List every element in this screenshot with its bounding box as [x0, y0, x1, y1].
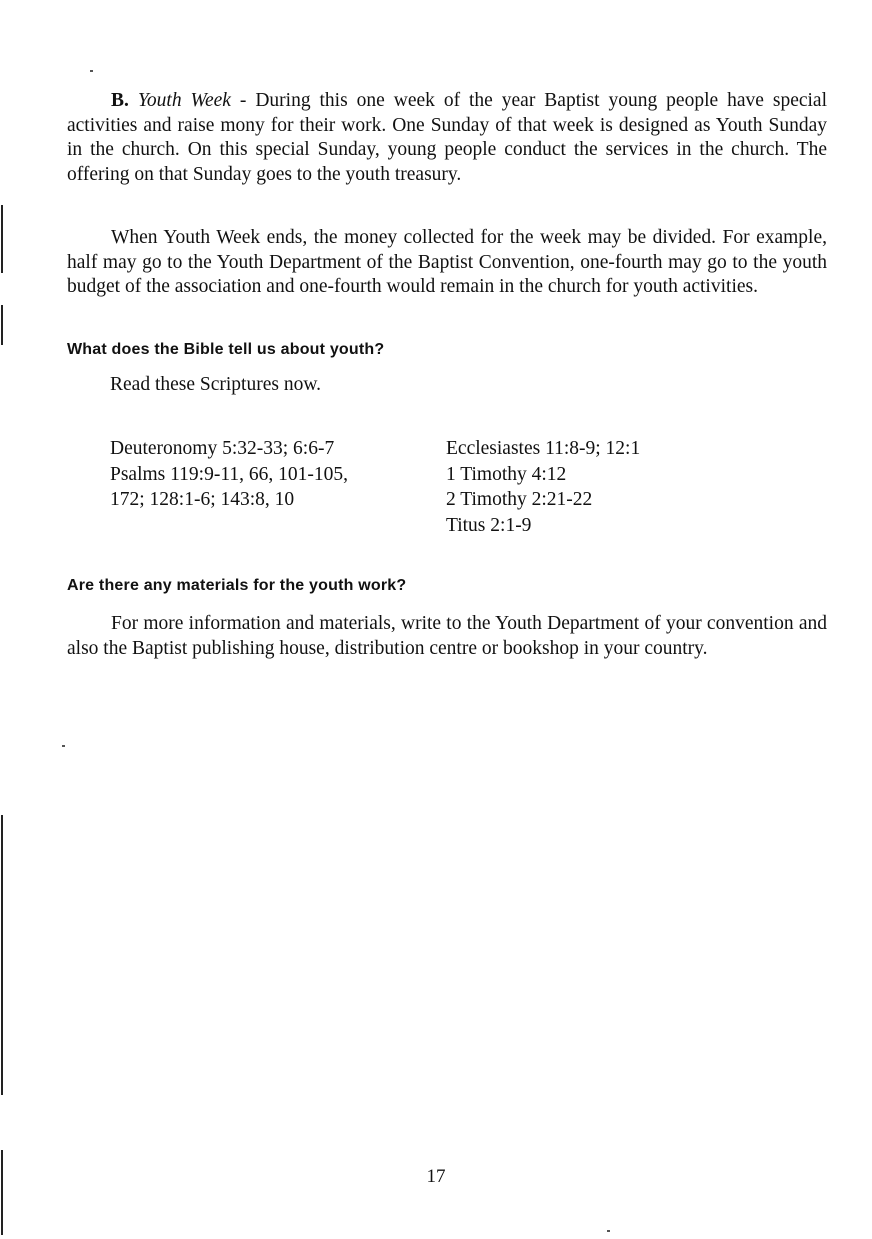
scripture-list-right — [446, 436, 640, 538]
section-b-text: - During this one week of the year Baptist young people have special activities and raise mony for their work. One Sunday of that week is designed as Youth Sunday in the church. On this special Sunday, young people conduct the services in the church. The offering on that Sunday goes to the youth treasury. — [67, 90, 827, 185]
materials-paragraph: For more information and materials, write to the Youth Department of your convention and also the Baptist publishing house, distribution centre or bookshop in your country. — [67, 613, 827, 659]
scripture-reference: Titus 2:1-9 — [446, 514, 532, 536]
scripture-reference: Ecclesiastes 11:8-9; 12:1 — [446, 438, 641, 459]
scan-speck — [90, 70, 93, 72]
scan-edge-mark — [1, 1150, 3, 1235]
scripture-reference: 2 Timothy 2:21-22 — [446, 489, 593, 510]
scan-speck — [607, 1230, 610, 1232]
scripture-reference: 1 Timothy 4:12 — [446, 463, 567, 485]
youth-week-paragraph: When Youth Week ends, the money collected for the week may be divided. For example, half may go to the Youth Department of the Baptist Convention, one-fourth may go to the youth budget of the association and one-fourth would remain in the church for youth activities. — [67, 227, 827, 298]
read-instruction: Read these Scriptures now. — [110, 374, 322, 395]
page-number: 17 — [426, 1166, 446, 1187]
scripture-reference: 172; 128:1-6; 143:8, 10 — [110, 489, 295, 510]
scan-edge-mark — [1, 815, 3, 1095]
section-b-label: B. — [111, 90, 129, 111]
scan-edge-mark — [1, 205, 3, 273]
section-b-title: Youth Week — [137, 90, 231, 111]
scripture-reference: Psalms 119:9-11, 66, 101-105, — [110, 463, 348, 485]
scripture-reference: Deuteronomy 5:32-33; 6:6-7 — [110, 438, 335, 459]
bible-heading: What does the Bible tell us about youth? — [67, 341, 385, 358]
section-b-paragraph — [67, 89, 827, 187]
scan-speck — [62, 745, 65, 747]
scripture-list-left — [110, 436, 348, 513]
materials-heading: Are there any materials for the youth work? — [67, 577, 407, 594]
scan-edge-mark — [1, 305, 3, 345]
